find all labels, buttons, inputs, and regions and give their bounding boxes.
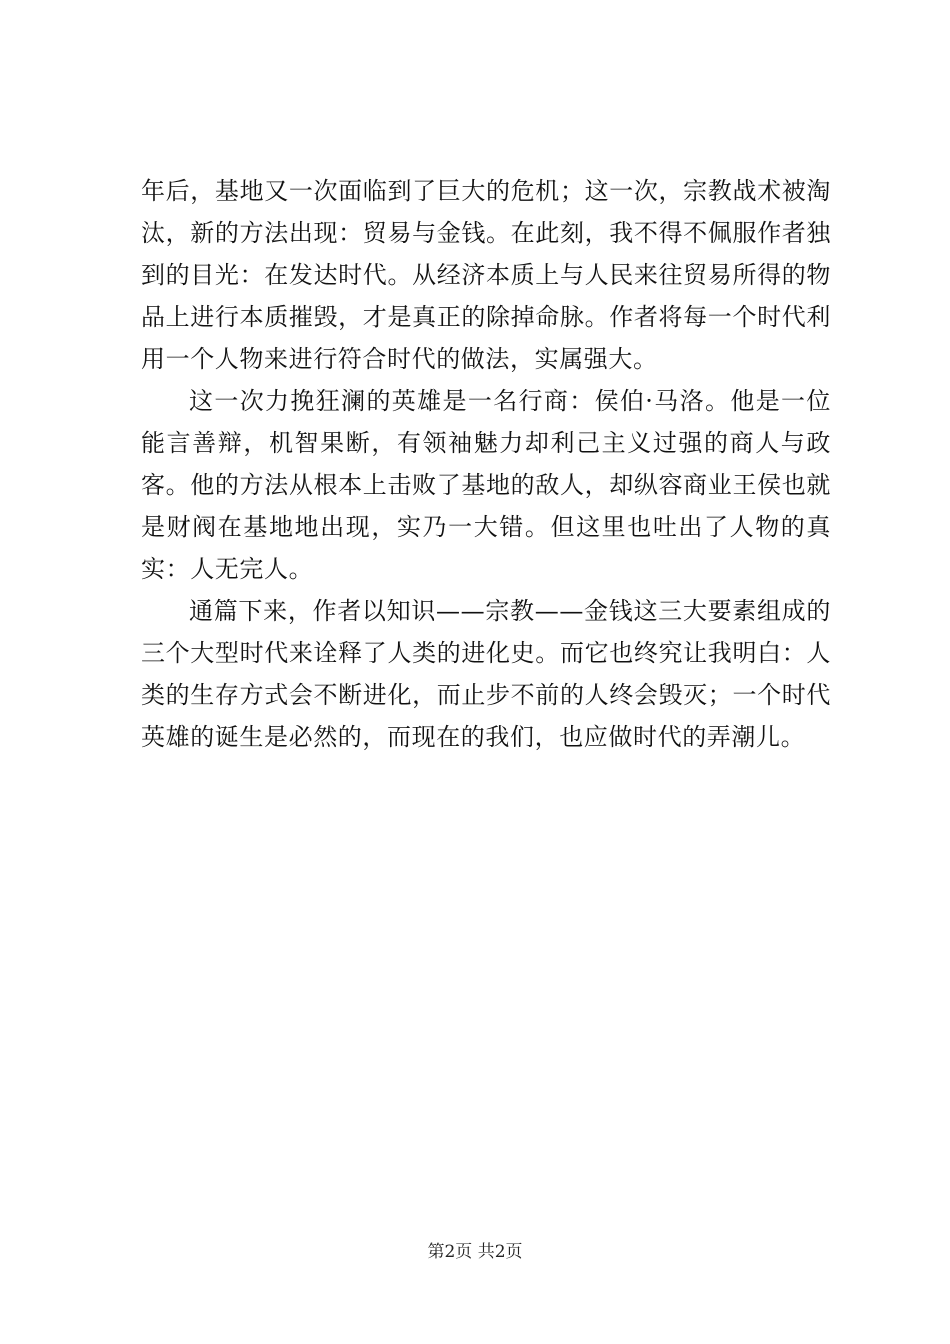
paragraph-3: 通篇下来，作者以知识——宗教——金钱这三大要素组成的三个大型时代来诠释了人类的进化史。而它也终究让我明白：人类的生存方式会不断进化，而止步不前的人终会毁灭；一个时代英雄的诞生是必然的，而现在的我们，也应做时代的弄潮儿。 bbox=[141, 597, 831, 751]
document-body bbox=[141, 170, 831, 758]
paragraph-1: 年后，基地又一次面临到了巨大的危机；这一次，宗教战术被淘汰，新的方法出现：贸易与金钱。在此刻，我不得不佩服作者独到的目光：在发达时代。从经济本质上与人民来往贸易所得的物品上进行本质摧毁，才是真正的除掉命脉。作者将每一个时代利用一个人物来进行符合时代的做法，实属强大。 bbox=[141, 177, 831, 373]
paragraph-2: 这一次力挽狂澜的英雄是一名行商：侯伯·马洛。他是一位能言善辩，机智果断，有领袖魅力却利己主义过强的商人与政客。他的方法从根本上击败了基地的敌人，却纵容商业王侯也就是财阀在基地地出现，实乃一大错。但这里也吐出了人物的真实：人无完人。 bbox=[141, 387, 831, 583]
page-number-footer: 第2页 共2页 bbox=[427, 1242, 523, 1262]
